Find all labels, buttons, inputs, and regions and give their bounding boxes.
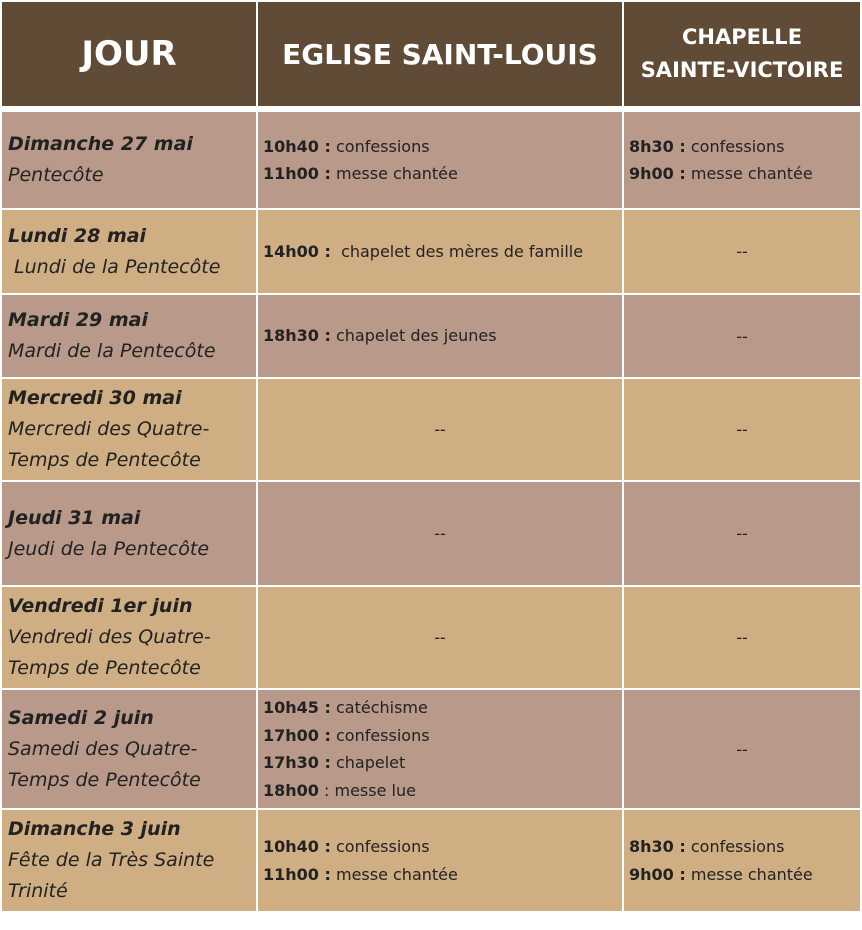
schedule-entry [263, 238, 617, 266]
schedule-entry [629, 160, 855, 188]
entry-text: chapelet des mères de famille [330, 241, 584, 261]
entry-time: 8h30 : [629, 837, 686, 856]
feast-line: Mercredi des Quatre- [8, 418, 210, 440]
table-row [2, 810, 860, 913]
eglise-cell-empty: -- [258, 482, 624, 587]
entry-time: 18h00 [263, 780, 319, 800]
entry-time: 10h40 : [263, 136, 331, 156]
day-name: Mardi 29 mai [8, 309, 149, 331]
day-name: Samedi 2 juin [8, 706, 154, 729]
entry-time: 9h00 : [629, 164, 686, 183]
day-name: Vendredi 1er juin [8, 595, 193, 617]
table-row [2, 210, 860, 295]
schedule-entry [263, 749, 617, 777]
schedule-entry [263, 133, 617, 161]
chapelle-cell-empty: -- [624, 587, 860, 690]
chapelle-cell-empty: -- [624, 690, 860, 810]
entry-text: messe chantée [685, 164, 813, 183]
eglise-cell [258, 295, 624, 379]
day-name: Lundi 28 mai [8, 224, 147, 247]
entry-text: confessions [685, 136, 785, 156]
chapelle-cell-empty: -- [624, 295, 860, 379]
eglise-cell [258, 112, 624, 210]
day-cell [2, 295, 258, 379]
table-row [2, 295, 860, 379]
entry-text: messe chantée [685, 864, 813, 884]
schedule-entry [629, 833, 855, 861]
entry-time: 9h00 : [629, 864, 686, 884]
chapelle-cell-empty: -- [624, 210, 860, 295]
entry-time: 10h40 : [263, 837, 331, 856]
chapelle-cell [624, 810, 860, 913]
table-row [2, 112, 860, 210]
day-name: Jeudi 31 mai [8, 506, 141, 529]
entry-text: catéchisme [330, 698, 428, 717]
schedule-entry [263, 861, 617, 889]
feast-line: Fête de la Très Sainte [8, 849, 215, 871]
feast-line: Lundi de la Pentecôte [8, 255, 221, 278]
entry-time: 17h30 : [263, 753, 331, 772]
chapelle-cell-empty: -- [624, 379, 860, 482]
table-row [2, 690, 860, 810]
header-row [2, 2, 860, 112]
day-cell [2, 810, 258, 913]
day-cell [2, 690, 258, 810]
table-row [2, 379, 860, 482]
feast-line: Vendredi des Quatre- [8, 626, 211, 648]
schedule-entry [263, 322, 617, 350]
schedule-entry [263, 777, 617, 805]
eglise-cell [258, 810, 624, 913]
header-jour: JOUR [2, 2, 258, 112]
table-row [2, 587, 860, 690]
day-cell [2, 379, 258, 482]
day-name: Mercredi 30 mai [8, 387, 182, 409]
header-eglise-saint-louis: EGLISE SAINT-LOUIS [258, 2, 624, 112]
eglise-cell [258, 690, 624, 810]
schedule-entry [263, 160, 617, 188]
schedule-entry [263, 694, 617, 722]
schedule-entry [263, 833, 617, 861]
header-chapelle-sainte-victoire [624, 2, 860, 112]
day-cell [2, 210, 258, 295]
entry-time: 8h30 : [629, 136, 686, 156]
day-name: Dimanche 27 mai [8, 133, 193, 155]
entry-time: 11h00 : [263, 164, 331, 183]
entry-time: 11h00 : [263, 864, 331, 884]
eglise-cell-empty: -- [258, 379, 624, 482]
entry-text: chapelet des jeunes [330, 326, 497, 346]
feast-line: Jeudi de la Pentecôte [8, 537, 210, 560]
chapelle-cell-empty: -- [624, 482, 860, 587]
feast-line: Trinité [8, 880, 68, 902]
feast-line: Temps de Pentecôte [8, 449, 201, 471]
entry-text: confessions [330, 725, 430, 745]
feast-line: Mardi de la Pentecôte [8, 340, 216, 362]
header-chapelle-line2: SAINTE-VICTOIRE [640, 58, 844, 82]
table-row [2, 482, 860, 587]
day-cell [2, 112, 258, 210]
schedule-entry [629, 861, 855, 889]
entry-text: confessions [685, 837, 785, 856]
entry-time: 18h30 : [263, 326, 331, 346]
feast-line: Temps de Pentecôte [8, 768, 201, 791]
feast-line: Samedi des Quatre- [8, 737, 198, 760]
entry-time: 10h45 : [263, 698, 331, 717]
schedule-table [2, 2, 860, 913]
feast-line: Pentecôte [8, 164, 104, 186]
entry-text: confessions [330, 136, 430, 156]
entry-time: 14h00 : [263, 241, 331, 261]
day-cell [2, 482, 258, 587]
entry-text: messe chantée [330, 164, 458, 183]
entry-text: chapelet [330, 753, 406, 772]
header-chapelle-line1: CHAPELLE [681, 25, 803, 49]
day-cell [2, 587, 258, 690]
schedule-entry [263, 722, 617, 750]
eglise-cell-empty: -- [258, 587, 624, 690]
schedule-entry [629, 133, 855, 161]
entry-text: messe chantée [330, 864, 458, 884]
entry-text: confessions [330, 837, 430, 856]
entry-text: : messe lue [318, 780, 416, 800]
entry-time: 17h00 : [263, 725, 331, 745]
feast-line: Temps de Pentecôte [8, 657, 201, 679]
eglise-cell [258, 210, 624, 295]
chapelle-cell [624, 112, 860, 210]
day-name: Dimanche 3 juin [8, 818, 181, 840]
